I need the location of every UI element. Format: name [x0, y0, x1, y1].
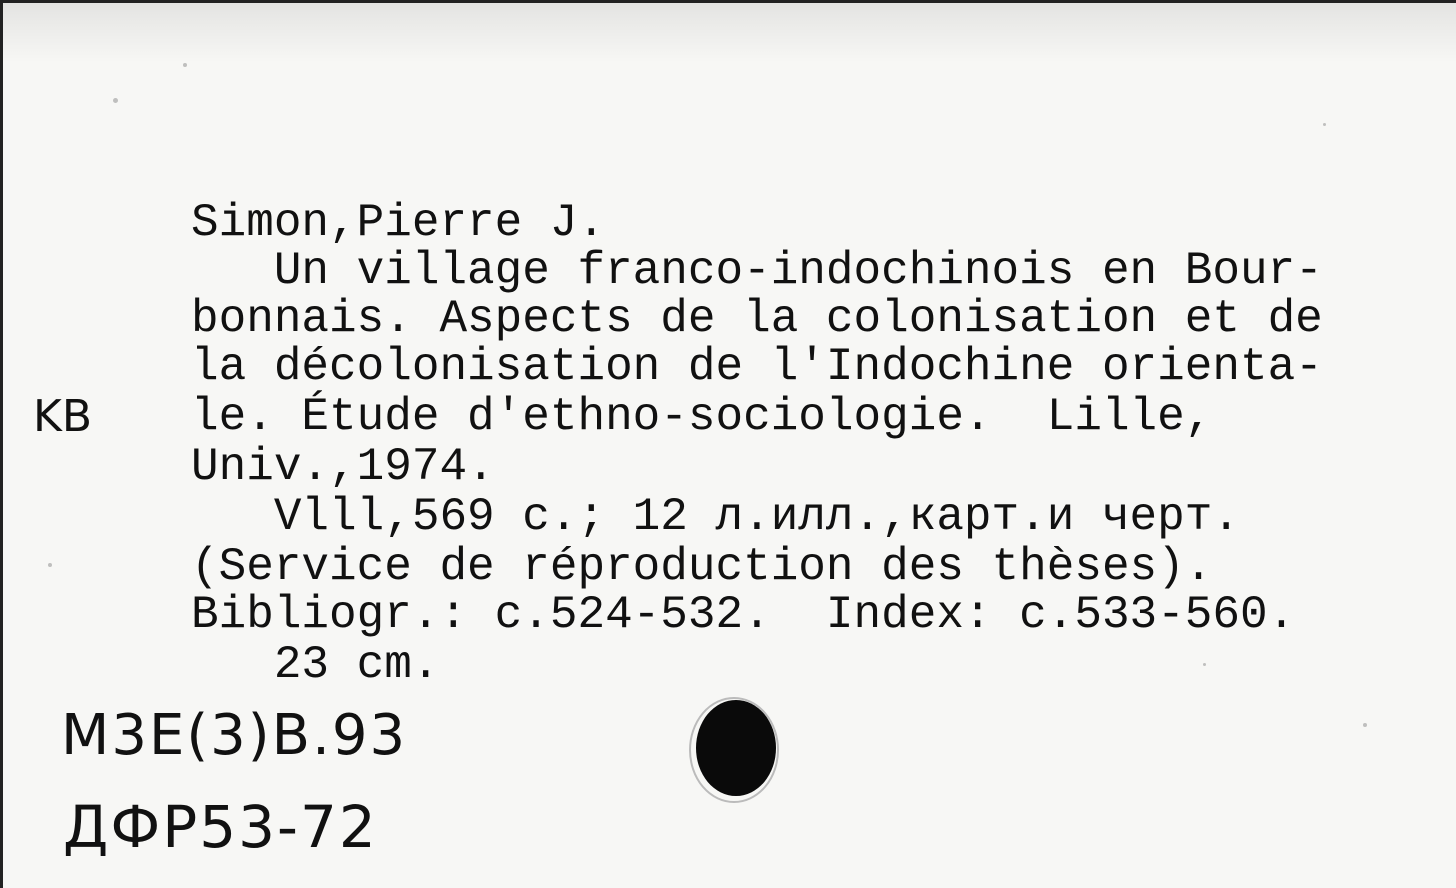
card-line-title-2: bonnais. Aspects de la colonisation et de	[191, 293, 1323, 345]
card-line-imprint: Univ.,1974.	[191, 441, 495, 493]
accession-number-handwritten: ДФР53-72	[63, 793, 378, 861]
side-mark-handwritten: KB	[33, 391, 93, 442]
card-line-title-4: le. Étude d'ethno-sociologie. Lille,	[191, 391, 1213, 443]
punch-hole-icon	[687, 695, 781, 805]
card-line-author: Simon,Pierre J.	[191, 197, 606, 249]
scan-speck	[48, 563, 52, 567]
card-line-title-3: la décolonisation de l'Indochine orienta-	[191, 341, 1323, 393]
card-line-collation: Vlll,569 c.; 12 л.илл.,карт.и черт.	[191, 491, 1240, 543]
scan-speck	[1203, 663, 1206, 666]
shelf-mark-handwritten: M3E(3)B.93	[61, 703, 408, 768]
scan-speck	[1363, 723, 1367, 727]
card-line-title-1: Un village franco-indochinois en Bour-	[191, 245, 1323, 297]
scan-streak	[3, 3, 1456, 63]
scan-speck	[183, 63, 187, 67]
card-line-series: (Service de réproduction des thèses).	[191, 541, 1213, 593]
card-line-size: 23 cm.	[191, 639, 440, 691]
scan-speck	[1323, 123, 1326, 126]
card-line-bibliography: Bibliogr.: c.524-532. Index: c.533-560.	[191, 589, 1296, 641]
scan-speck	[113, 98, 118, 103]
